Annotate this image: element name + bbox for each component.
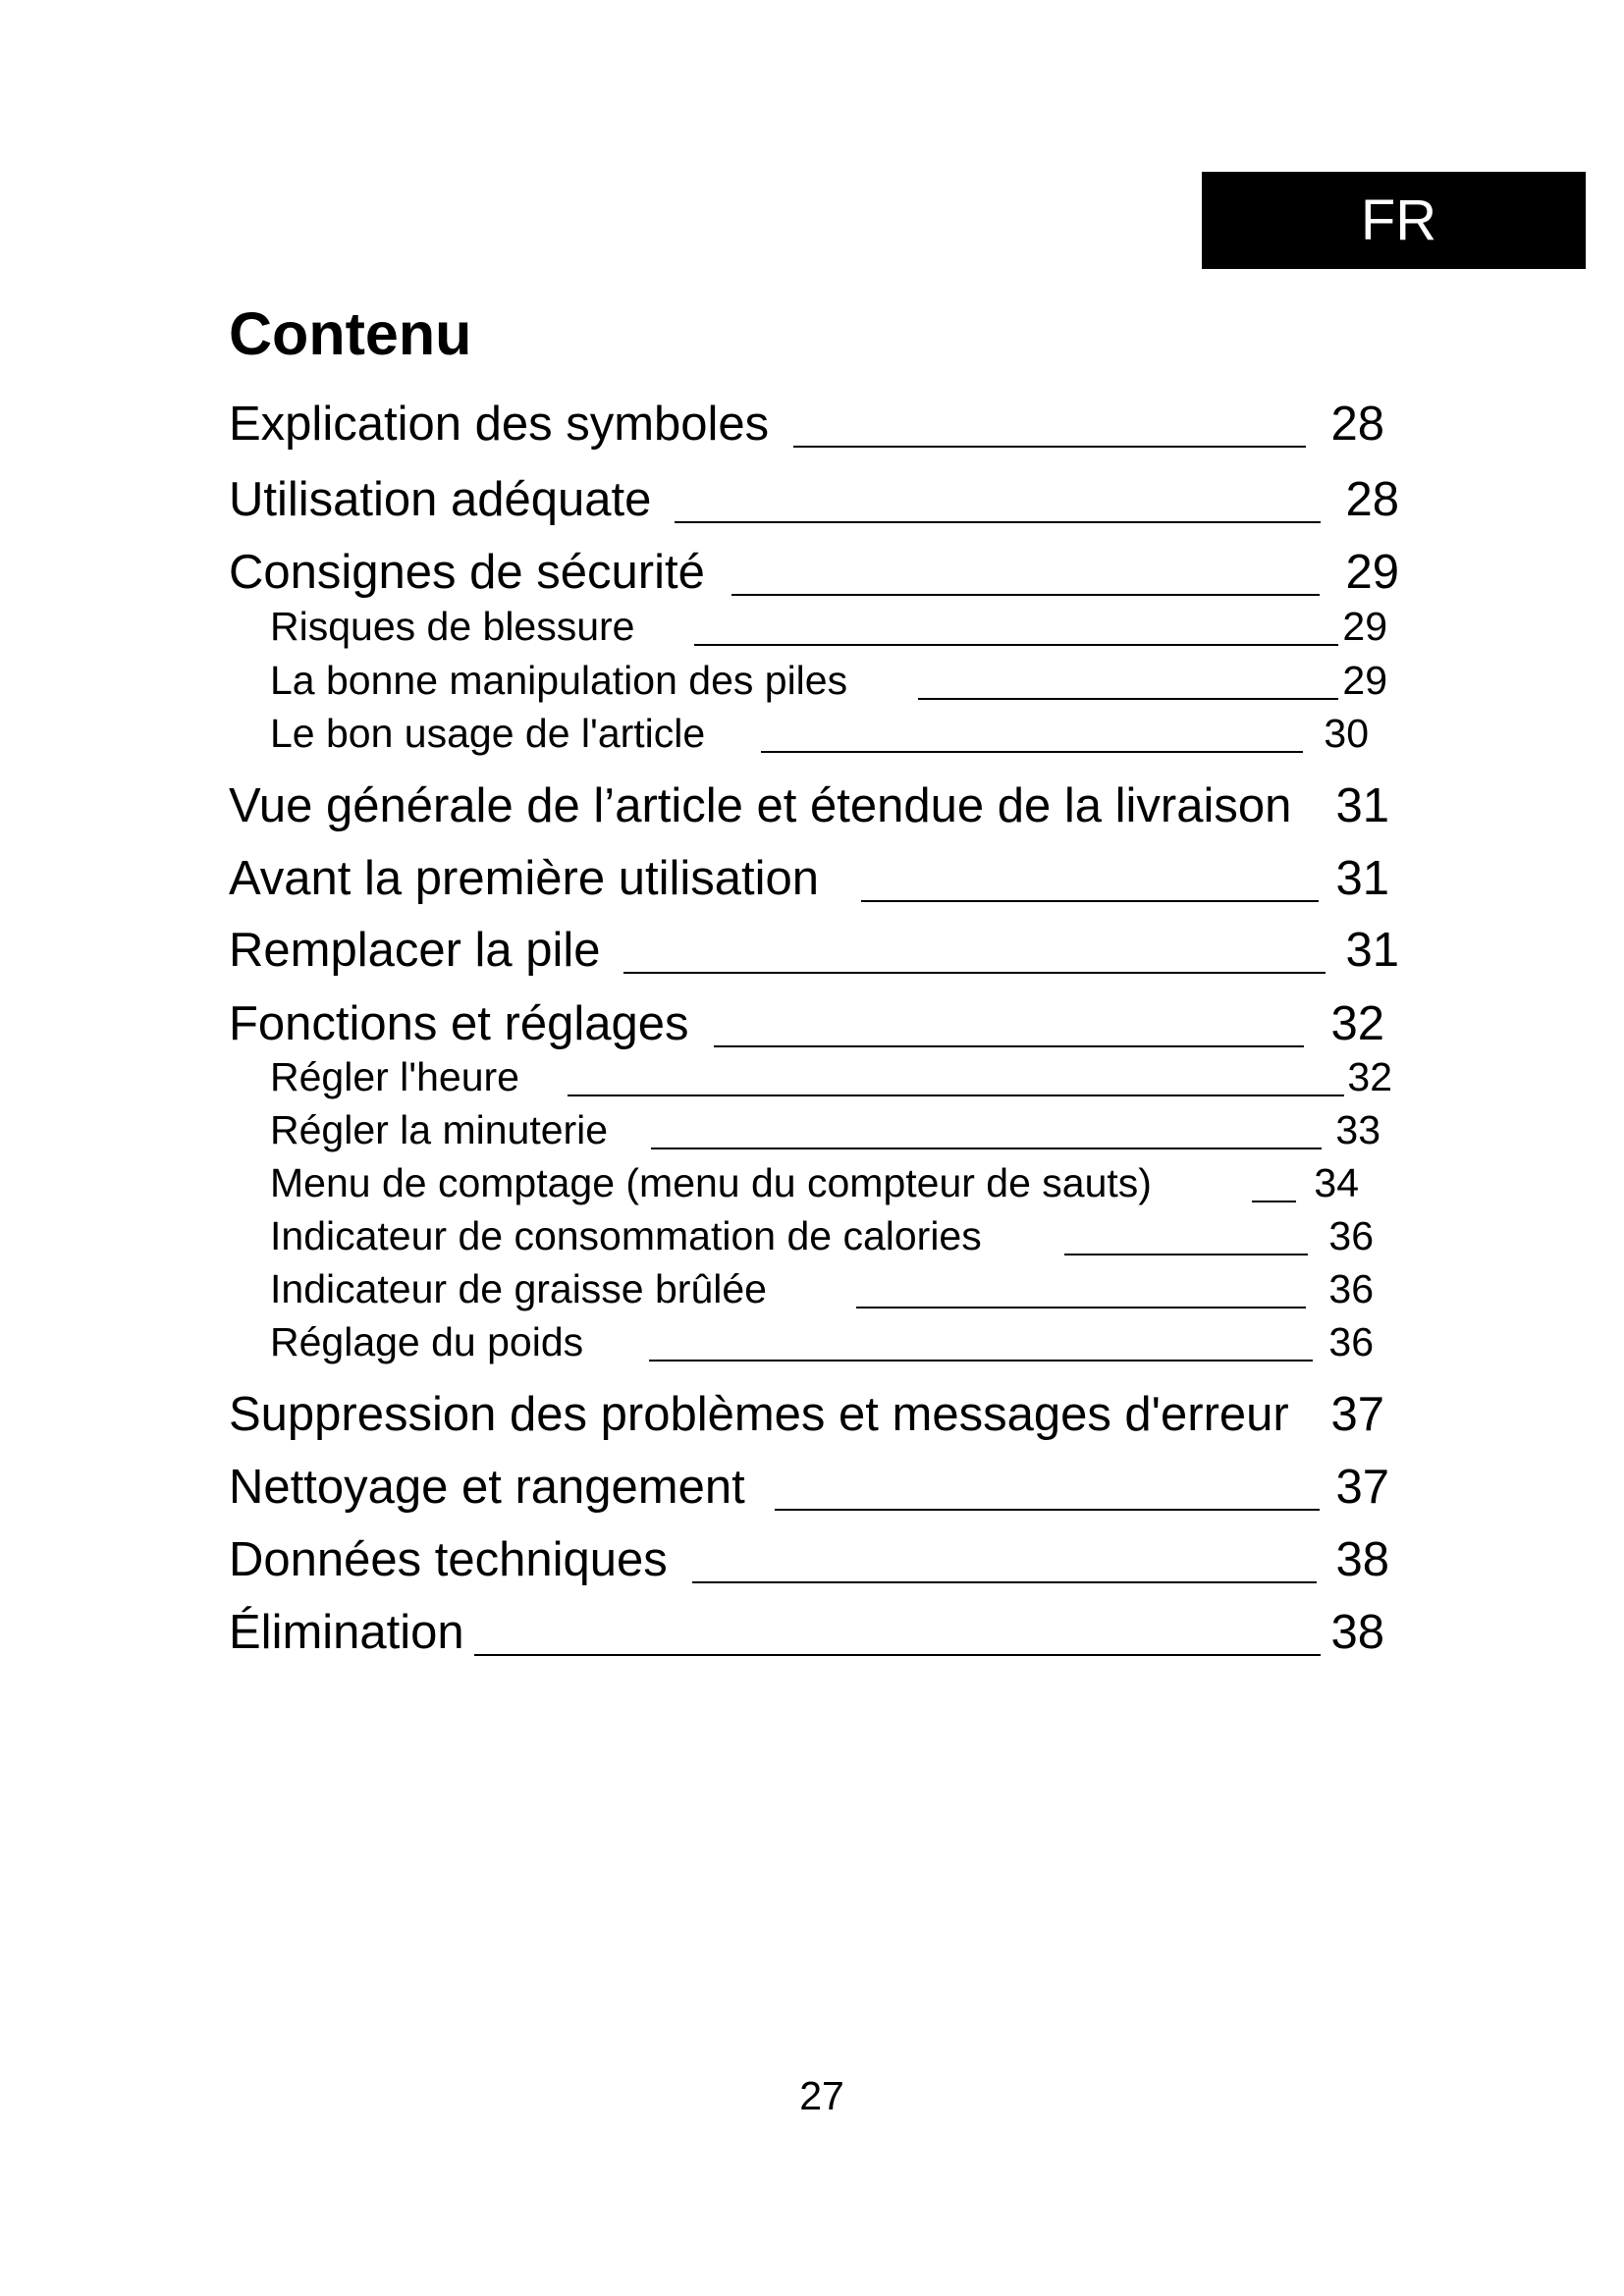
- toc-leader-line: [1252, 1201, 1296, 1202]
- toc-leader-line: [649, 1360, 1313, 1362]
- toc-entry-label: La bonne manipulation des piles: [270, 658, 848, 703]
- toc-entry-label: Données techniques: [229, 1533, 668, 1586]
- toc-entry-page: 28: [1330, 398, 1384, 451]
- toc-leader-line: [651, 1148, 1322, 1149]
- toc-entry-label: Indicateur de graisse brûlée: [270, 1266, 767, 1311]
- toc-entry-label: Menu de comptage (menu du compteur de sauts): [270, 1160, 1152, 1205]
- toc-entry-label: Le bon usage de l'article: [270, 711, 706, 756]
- toc-leader-line: [623, 972, 1326, 974]
- toc-leader-line: [675, 521, 1321, 523]
- toc-entry-page: 36: [1328, 1213, 1374, 1258]
- toc-entry-page: 38: [1330, 1606, 1384, 1659]
- toc-leader-line: [918, 698, 1338, 700]
- toc-entry-label: Fonctions et réglages: [229, 997, 689, 1050]
- toc-leader-line: [793, 446, 1306, 448]
- toc-leader-line: [761, 751, 1303, 753]
- toc-entry-page: 34: [1314, 1160, 1359, 1205]
- toc-entry-label: Suppression des problèmes et messages d'erreur: [229, 1388, 1289, 1441]
- toc-entry-page: 33: [1335, 1107, 1380, 1152]
- toc-entry-label: Indicateur de consommation de calories: [270, 1213, 982, 1258]
- toc-entry-label: Avant la première utilisation: [229, 852, 820, 905]
- toc-entry-page: 32: [1330, 997, 1384, 1050]
- toc-entry-page: 31: [1335, 852, 1389, 905]
- toc-entry-page: 37: [1335, 1461, 1389, 1514]
- toc-leader-line: [861, 900, 1319, 902]
- toc-leader-line: [775, 1509, 1320, 1511]
- toc-entry-page: 32: [1347, 1054, 1392, 1099]
- toc-entry-label: Vue générale de l’article et étendue de la livraison: [229, 779, 1292, 832]
- toc-leader-line: [474, 1654, 1321, 1656]
- toc-entry-label: Nettoyage et rangement: [229, 1461, 745, 1514]
- page-title: Contenu: [229, 300, 472, 367]
- toc-entry-label: Réglage du poids: [270, 1319, 584, 1364]
- toc-entry-page: 29: [1345, 546, 1399, 599]
- toc-leader-line: [1064, 1254, 1308, 1255]
- toc-entry-page: 36: [1328, 1266, 1374, 1311]
- toc-entry-label: Risques de blessure: [270, 604, 635, 649]
- toc-entry-page: 30: [1324, 711, 1369, 756]
- toc-entry-page: 31: [1345, 924, 1399, 977]
- toc-entry-page: 38: [1335, 1533, 1389, 1586]
- toc-entry-label: Utilisation adéquate: [229, 473, 652, 526]
- toc-leader-line: [714, 1045, 1304, 1047]
- toc-entry-label: Élimination: [229, 1606, 464, 1659]
- toc-leader-line: [694, 644, 1338, 646]
- toc-entry-page: 36: [1328, 1319, 1374, 1364]
- language-badge: FR: [1202, 172, 1586, 269]
- toc-entry-label: Consignes de sécurité: [229, 546, 705, 599]
- toc-entry-label: Explication des symboles: [229, 398, 770, 451]
- toc-entry-page: 31: [1335, 779, 1389, 832]
- toc-entry-page: 37: [1330, 1388, 1384, 1441]
- toc-leader-line: [731, 594, 1320, 596]
- toc-entry-label: Régler la minuterie: [270, 1107, 609, 1152]
- toc-leader-line: [692, 1581, 1317, 1583]
- toc-leader-line: [856, 1307, 1306, 1308]
- toc-entry-label: Remplacer la pile: [229, 924, 601, 977]
- toc-entry-page: 28: [1345, 473, 1399, 526]
- toc-entry-label: Régler l'heure: [270, 1054, 519, 1099]
- toc-leader-line: [568, 1095, 1344, 1096]
- toc-entry-page: 29: [1342, 604, 1387, 649]
- toc-entry-page: 29: [1342, 658, 1387, 703]
- page-number: 27: [799, 2073, 844, 2118]
